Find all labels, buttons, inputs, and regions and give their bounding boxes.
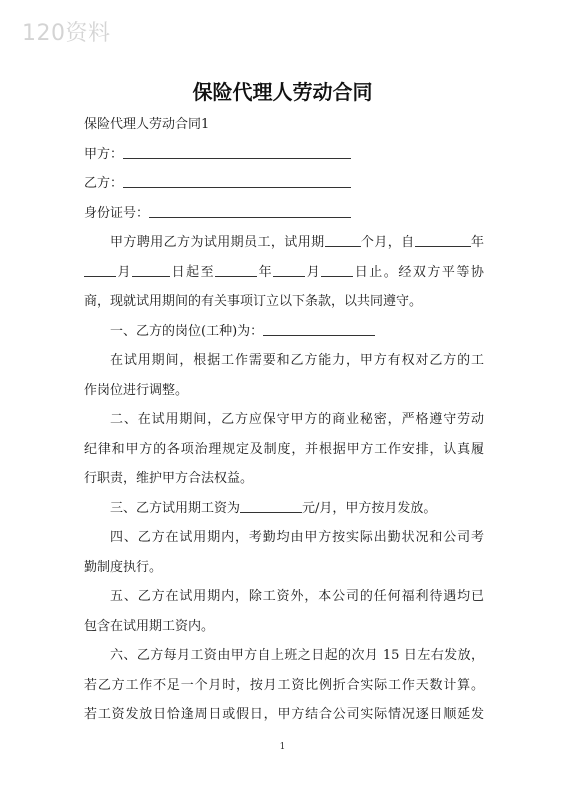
party-a-label: 甲方： bbox=[84, 146, 124, 162]
p1-text-g: 月 bbox=[305, 264, 322, 280]
id-number-label: 身份证号： bbox=[84, 205, 150, 221]
party-b-label: 乙方： bbox=[84, 176, 124, 191]
party-b-field bbox=[84, 169, 484, 199]
paragraph-1-line-2 bbox=[84, 258, 484, 288]
start-year-blank bbox=[415, 232, 471, 247]
watermark: 120资料 bbox=[22, 21, 111, 46]
id-number-field bbox=[84, 199, 484, 229]
trial-months-blank bbox=[325, 232, 361, 247]
position-blank bbox=[263, 321, 375, 336]
end-month-blank bbox=[273, 262, 305, 277]
p1-text-e: 日起至 bbox=[170, 264, 216, 280]
start-month-blank bbox=[84, 262, 116, 277]
party-a-field bbox=[84, 140, 484, 170]
start-day-blank bbox=[132, 262, 170, 277]
paragraph-8-line-3: 若工资发放日恰逢周日或假日，甲方结合公司实际情况逐日顺延发 bbox=[84, 707, 484, 722]
salary-blank bbox=[240, 498, 302, 513]
paragraph-4-line-3: 行职责，维护甲方合法权益。 bbox=[84, 471, 254, 486]
end-year-blank bbox=[215, 262, 257, 277]
p1-text-a: 甲方聘用乙方为试用期员工，试用期 bbox=[110, 235, 325, 250]
subtitle: 保险代理人劳动合同1 bbox=[84, 117, 210, 132]
paragraph-8-line-1: 六、乙方每月工资由甲方自上班之日起的次月 15 日左右发放， bbox=[110, 648, 484, 663]
paragraph-1-line-1 bbox=[84, 228, 484, 258]
position-label: 一、乙方的岗位(工种)为： bbox=[110, 323, 264, 339]
paragraph-7-line-2: 包含在试用期工资内。 bbox=[84, 618, 215, 634]
party-b-blank bbox=[123, 173, 351, 188]
p1-text-b: 个月，自 bbox=[360, 235, 415, 250]
page-number: 1 bbox=[279, 742, 286, 752]
paragraph-4-line-2: 纪律和甲方的各项治理规定及制度，并根据甲方工作安排，认真履 bbox=[84, 441, 484, 457]
p5-text-b: 元/月，甲方按月发放。 bbox=[302, 500, 437, 516]
paragraph-3-line-1: 在试用期间，根据工作需要和乙方能力，甲方有权对乙方的工 bbox=[110, 353, 484, 368]
p1-text-h: 日止。经双方平等协 bbox=[353, 264, 484, 280]
paragraph-4-line-1: 二、在试用期间，乙方应保守甲方的商业秘密，严格遵守劳动 bbox=[110, 412, 484, 427]
document-body bbox=[84, 110, 484, 730]
p5-text-a: 三、乙方试用期工资为 bbox=[110, 500, 241, 516]
paragraph-7-line-1: 五、乙方在试用期内，除工资外，本公司的任何福利待遇均已 bbox=[110, 589, 484, 604]
p1-text-c: 年 bbox=[470, 235, 484, 250]
paragraph-2-line-1 bbox=[84, 317, 484, 347]
paragraph-1-line-3: 商，现就试用期间的有关事项订立以下条款，以共同遵守。 bbox=[84, 294, 423, 309]
id-number-blank bbox=[149, 203, 351, 218]
paragraph-6-line-1: 四、乙方在试用期内，考勤均由甲方按实际出勤状况和公司考 bbox=[110, 530, 484, 545]
paragraph-3-line-2: 作岗位进行调整。 bbox=[84, 382, 189, 398]
end-day-blank bbox=[321, 262, 353, 277]
paragraph-8-line-2: 若乙方工作不足一个月时，按月工资比例折合实际工作天数计算。 bbox=[84, 677, 484, 693]
party-a-blank bbox=[123, 144, 351, 159]
p1-text-d: 月 bbox=[116, 264, 133, 280]
paragraph-5-line-1 bbox=[84, 494, 484, 524]
document-title: 保险代理人劳动合同 bbox=[192, 80, 373, 104]
p1-text-f: 年 bbox=[257, 264, 274, 280]
paragraph-6-line-2: 勤制度执行。 bbox=[84, 559, 163, 575]
